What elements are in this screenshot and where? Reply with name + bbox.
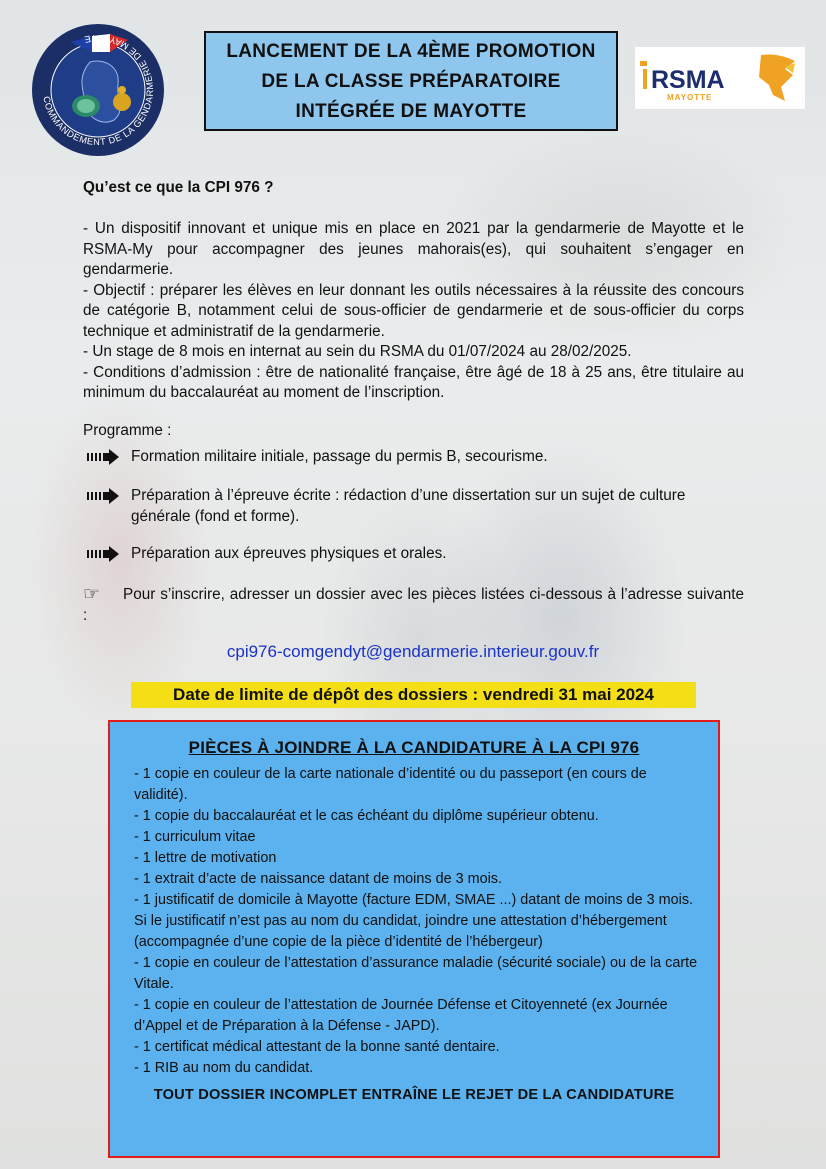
intro-paragraphs (83, 219, 744, 404)
list-item: - 1 copie en couleur de l’attestation de Journée Défense et Citoyenneté (ex Journée d’Appel et de Préparation à la Défense - JAPD). (134, 997, 668, 1034)
programme-item (86, 486, 746, 527)
list-item: - 1 RIB au nom du candidat. (134, 1060, 314, 1076)
intro-paragraph: - Objectif : préparer les élèves en leur donnant les outils nécessaires à la réussite des concours de catégorie B, notamment celui de sous-officier de gendarmerie et de sous-officier du corps technique et administratif de la gendarmerie. (83, 281, 744, 340)
programme-item-text: Formation militaire initiale, passage du permis B, secourisme. (131, 448, 548, 465)
rsma-logo-subtext: MAYOTTE (667, 93, 713, 102)
list-item: - 1 copie du baccalauréat et le cas échéant du diplôme supérieur obtenu. (134, 808, 599, 824)
gendarmerie-seal-logo (30, 22, 166, 158)
list-item: - 1 copie en couleur de l’attestation d’assurance maladie (sécurité sociale) ou de la carte Vitale. (134, 955, 698, 992)
title-line-2: DE LA CLASSE PRÉPARATOIRE (261, 71, 561, 92)
rsma-logo-text: RSMA (651, 66, 725, 94)
intro-paragraph: - Conditions d’admission : être de nationalité française, être âgé de 18 à 25 ans, être titulaire au minimum du baccalauréat au moment de l’inscription. (83, 363, 744, 401)
list-item: - 1 extrait d’acte de naissance datant de moins de 3 mois. (134, 871, 502, 887)
intro-paragraph: - Un dispositif innovant et unique mis en place en 2021 par la gendarmerie de Mayotte et le RSMA-My pour accompagner des jeunes mahorais(es), qui souhaitent s’engager en gendarmerie. (83, 220, 744, 278)
title-line-3: INTÉGRÉE DE MAYOTTE (295, 101, 527, 122)
list-item: - 1 copie en couleur de la carte nationale d’identité ou du passeport (en cours de validité). (134, 766, 647, 803)
title-box (204, 31, 618, 131)
required-documents-box (108, 720, 720, 1158)
rsma-mayotte-logo (634, 46, 806, 110)
incomplete-warning: TOUT DOSSIER INCOMPLET ENTRAÎNE LE REJET DE LA CANDIDATURE (153, 1087, 675, 1103)
email-link[interactable]: cpi976-comgendyt@gendarmerie.interieur.gouv.fr (226, 642, 600, 661)
deadline-banner: Date de limite de dépôt des dossiers : vendredi 31 mai 2024 (131, 682, 696, 708)
list-item: - 1 justificatif de domicile à Mayotte (facture EDM, SMAE ...) datant de moins de 3 mois. Si le justificatif n’est pas au nom du candidat, joindre une attestation d’hébergement (accompagnée d’une copie de la pièce d’identité de l’hébergeur) (134, 892, 694, 950)
list-item: - 1 lettre de motivation (134, 850, 277, 866)
intro-paragraph: - Un stage de 8 mois en internat au sein du RSMA du 01/07/2024 au 28/02/2025. (83, 343, 632, 360)
arrow-bullet-icon (86, 486, 124, 506)
required-documents-title: PIÈCES À JOINDRE À LA CANDIDATURE À LA CPI 976 (188, 738, 640, 757)
arrow-bullet-icon (86, 447, 124, 467)
title-line-1: LANCEMENT DE LA 4ÈME PROMOTION (226, 41, 596, 62)
inscription-sentence: Pour s’inscrire, adresser un dossier avec les pièces listées ci-dessous à l’adresse suivante : (83, 586, 744, 624)
programme-item-text: Préparation aux épreuves physiques et orales. (131, 545, 447, 562)
arrow-bullet-icon (86, 544, 124, 564)
programme-item-text: Préparation à l’épreuve écrite : rédaction d’une dissertation sur un sujet de culture générale (fond et forme). (131, 487, 686, 525)
programme-label: Programme : (83, 422, 172, 439)
required-documents-list (110, 764, 718, 1079)
inscription-text (83, 585, 744, 626)
seal-text: COMMANDEMENT DE LA GENDARMERIE DE MAYOTTE (41, 32, 156, 148)
pointing-hand-icon: ☞ (83, 584, 101, 605)
programme-item (86, 447, 746, 468)
list-item: - 1 curriculum vitae (134, 829, 256, 845)
list-item: - 1 certificat médical attestant de la bonne santé dentaire. (134, 1039, 500, 1055)
intro-question: Qu’est ce que la CPI 976 ? (83, 179, 274, 196)
programme-item (86, 544, 746, 565)
